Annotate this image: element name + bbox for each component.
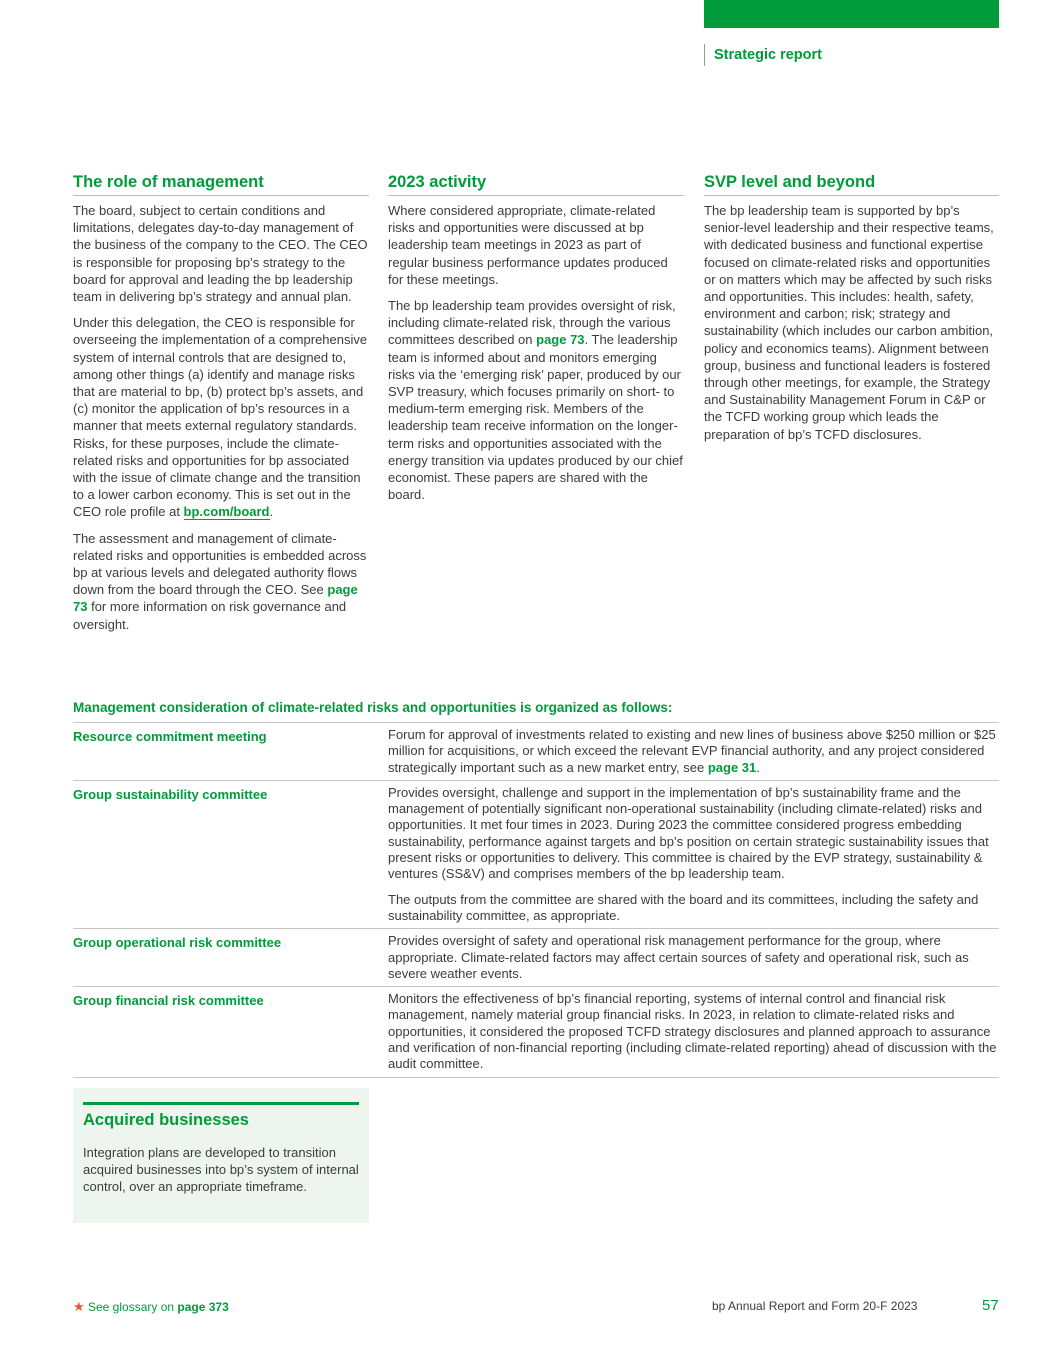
page-31-link[interactable]: page 31 [707,759,757,775]
brand-color-bar [704,0,999,28]
column-heading: 2023 activity [388,171,684,196]
box-text: Integration plans are developed to transition acquired businesses into bp’s system of internal control, over an appropriate timeframe. [83,1145,359,1195]
page-73-link[interactable]: page 73 [536,332,585,348]
star-icon: ★ [73,1299,85,1314]
glossary-text: See glossary on [88,1300,175,1314]
column-heading: The role of management [73,171,369,196]
table-row [73,723,999,781]
committee-name: Resource commitment meeting [73,723,388,781]
paragraph: Under this delegation, the CEO is responsible for overseeing the implementation of a comprehensive system of internal controls that are designed to, among other things (a) identify and manage risks that are material to bp, (b) protect bp’s assets, and (c) monitor the application of bp’s resources in a manner that meets external regulatory standards. Risks, for these purposes, include the climate-related risks and opportunities for bp associated with the issue of climate change and the transition to a lower carbon economy. This is set out in the CEO role profile at bp.com/board. [73,315,368,520]
committee-name: Group operational risk committee [73,929,388,987]
column-role-of-management [73,171,369,633]
table-row [73,929,999,987]
paragraph: The assessment and management of climate-related risks and opportunities is embedded across bp at various levels and delegated authority flows down from the board through the CEO. See page 73 for more information on risk governance and oversight. [73,530,367,632]
glossary-page-link[interactable]: page 373 [177,1300,229,1314]
committee-name: Group sustainability committee [73,780,388,928]
column-2023-activity [388,171,684,503]
box-heading: Acquired businesses [83,1111,249,1129]
committee-name: Group financial risk committee [73,987,388,1077]
column-svp-level [704,171,999,443]
paragraph: The board, subject to certain conditions and limitations, delegates day-to-day management of the business of the company to the CEO. The CEO is responsible for proposing bp’s strategy to the board for approval and leading the bp leadership team in delivering bp’s strategy and annual plan. [73,203,368,305]
committee-description: Monitors the effectiveness of bp’s financial reporting, systems of internal control and financial risk management, namely material group financial risks. In 2023, in relation to climate-related risks and opportunities, it considered the proposed TCFD strategy disclosures and planned approach to assurance and verification of non-financial reporting (including climate-related reporting) ahead of discussion with the audit committee. [388,987,999,1077]
paragraph: The bp leadership team provides oversight of risk, including climate-related risk, through the various committees described on page 73. The leadership team is informed about and monitors emerging risks via the ‘emerging risk’ paper, produced by our SVP treasury, which focuses primarily on short- to medium-term emerging risk. Members of the leadership team receive information on the longer-term risks and opportunities associated with the energy transition via updates produced by our chief economist. These papers are shared with the board. [388,298,683,503]
management-table-title: Management consideration of climate-related risks and opportunities is organized as follows: [73,700,673,715]
section-tag: Strategic report [704,44,822,66]
table-row [73,987,999,1077]
committee-description: Provides oversight of safety and operational risk management performance for the group, where appropriate. Climate-related factors may affect certain sources of safety and operational risk, such as severe weather events. [388,929,999,987]
management-table [73,722,999,1078]
committee-description: Forum for approval of investments related to existing and new lines of business above $250 million or $25 million for acquisitions, or which exceed the relevant EVP financial authority, and any project considered strategically important such as a new market entry, see page 31. [388,723,999,781]
page-73-link[interactable]: page 73 [73,582,358,615]
glossary-note [73,1299,229,1315]
box-accent-bar [83,1102,359,1105]
page-number: 57 [982,1297,999,1314]
bp-board-link[interactable]: bp.com/board [183,504,270,520]
paragraph: Where considered appropriate, climate-related risks and opportunities were discussed at bp leadership team meetings in 2023 as part of regular business performance updates produced for these meetings. [388,203,668,287]
column-heading: SVP level and beyond [704,171,999,196]
acquired-businesses-box [73,1088,369,1223]
paragraph: The bp leadership team is supported by bp’s senior-level leadership and their respective teams, with dedicated business and functional expertise focused on climate-related risks and opportunities or on matters which may be affected by such risks and opportunities. This includes: health, safety, environment and carbon; risk; strategy and sustainability (which includes our carbon ambition, policy and economics teams). Alignment between group, business and functional leaders is fostered through other meetings, for example, the Strategy and Sustainability Management Forum in C&P or the TCFD working group which leads the preparation of bp’s TCFD disclosures. [704,203,994,442]
table-row [73,780,999,928]
report-title: bp Annual Report and Form 20-F 2023 [712,1299,918,1313]
committee-description: Provides oversight, challenge and support in the implementation of bp’s sustainability frame and the management of potentially significant non-operational sustainability (including climate-related) risks and opportunities. It met four times in 2023. During 2023 the committee considered progress embedding sustainability, performance against targets and bp’s position on certain strategic sustainability issues that present risks or opportunities to delivery. This committee is chaired by the EVP strategy, sustainability & ventures (SS&V) and comprises members of the bp leadership team. The outputs from the committee are shared with the board and its committees, including the safety and sustainability committee, as appropriate. [388,780,999,928]
